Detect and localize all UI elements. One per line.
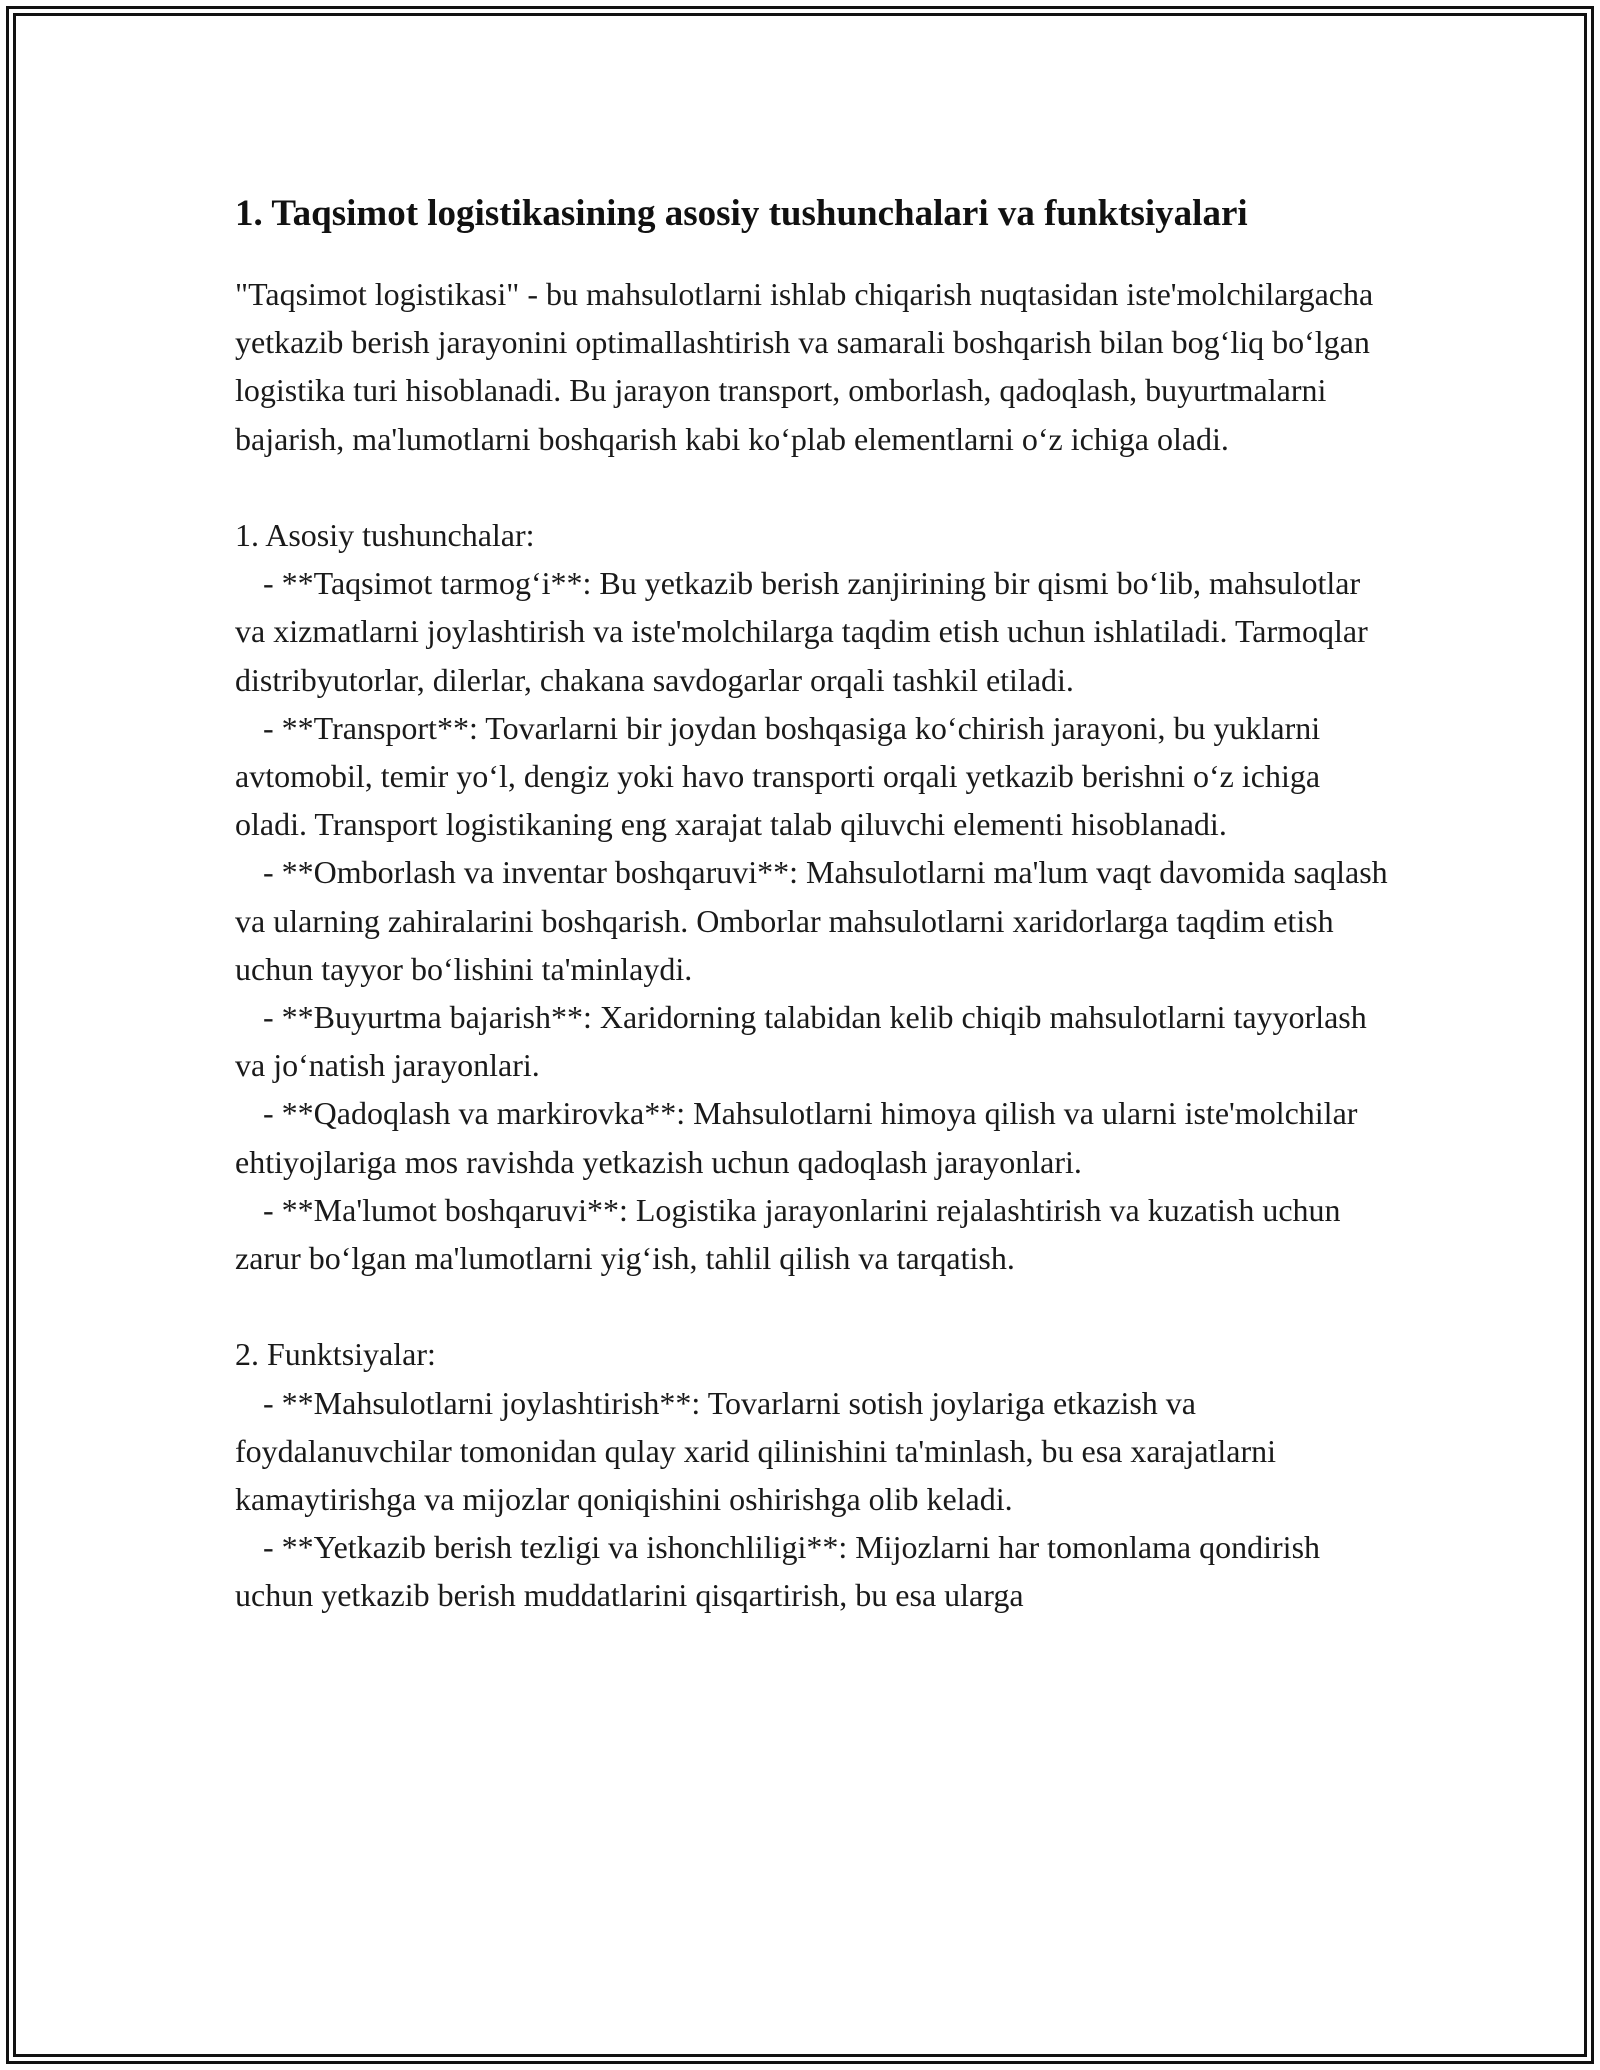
blank-line bbox=[235, 1282, 1395, 1330]
intro-paragraph: "Taqsimot logistikasi" - bu mahsulotlarni ishlab chiqarish nuqtasidan iste'molchilargacha yetkazib berish jarayonini optimallashtirish va samarali boshqarish bilan bog‘liq bo‘lgan logistika turi hisoblanadi. Bu jarayon transport, omborlash, qadoqlash, buyurtmalarni bajarish, ma'lumotlarni boshqarish kabi ko‘plab elementlarni o‘z ichiga oladi. bbox=[235, 276, 1374, 457]
section-functions bbox=[235, 1330, 1395, 1619]
list-item-delivery-speed: - **Yetkazib berish tezligi va ishonchliligi**: Mijozlarni har tomonlama qondirish uchun yetkazib berish muddatlarini qisqartirish, bu esa ularga bbox=[235, 1529, 1321, 1614]
section-concepts bbox=[235, 511, 1395, 1282]
list-item-information-management: - **Ma'lumot boshqaruvi**: Logistika jarayonlarini rejalashtirish va kuzatish uchun zarur bo‘lgan ma'lumotlarni yig‘ish, tahlil qilish va tarqatish. bbox=[235, 1191, 1341, 1277]
blank-line bbox=[235, 463, 1395, 511]
list-item-transport: - **Transport**: Tovarlarni bir joydan boshqasiga ko‘chirish jarayoni, bu yuklarni avtomobil, temir yo‘l, dengiz yoki havo transporti orqali yetkazib berishni o‘z ichiga oladi. Transport logistikaning eng xarajat talab qiluvchi elementi hisoblanadi. bbox=[235, 709, 1321, 843]
document-page bbox=[235, 186, 1395, 1620]
list-item-product-placement: - **Mahsulotlarni joylashtirish**: Tovarlarni sotish joylariga etkazish va foydalanuvchilar tomonidan qulay xarid qilinishini ta'minlash, bu esa xarajatlarni kamaytirishga va mijozlar qoniqishini oshirishga olib keladi. bbox=[235, 1384, 1277, 1518]
list-item-distribution-network: - **Taqsimot tarmog‘i**: Bu yetkazib berish zanjirining bir qismi bo‘lib, mahsulotlar va xizmatlarni joylashtirish va iste'molchilarga taqdim etish uchun ishlatiladi. Tarmoqlar distribyutorlar, dilerlar, chakana savdogarlar orqali tashkil etiladi. bbox=[235, 565, 1368, 698]
list-item-packaging: - **Qadoqlash va markirovka**: Mahsulotlarni himoya qilish va ularni iste'molchilar ehtiyojlariga mos ravishda yetkazish uchun qadoqlash jarayonlari. bbox=[235, 1095, 1358, 1180]
document-title: 1. Taqsimot logistikasining asosiy tushunchalari va funktsiyalari bbox=[235, 193, 1248, 234]
section-heading-concepts: 1. Asosiy tushunchalar: bbox=[235, 517, 535, 553]
list-item-order-fulfillment: - **Buyurtma bajarish**: Xaridorning talabidan kelib chiqib mahsulotlarni tayyorlash va jo‘natish jarayonlari. bbox=[235, 999, 1367, 1084]
list-item-warehousing: - **Omborlash va inventar boshqaruvi**: Mahsulotlarni ma'lum vaqt davomida saqlash va ularning zahiralarini boshqarish. Omborlar mahsulotlarni xaridorlarga taqdim etish uchun tayyor bo‘lishini ta'minlaydi. bbox=[235, 854, 1388, 987]
section-heading-functions: 2. Funktsiyalar: bbox=[235, 1336, 436, 1373]
